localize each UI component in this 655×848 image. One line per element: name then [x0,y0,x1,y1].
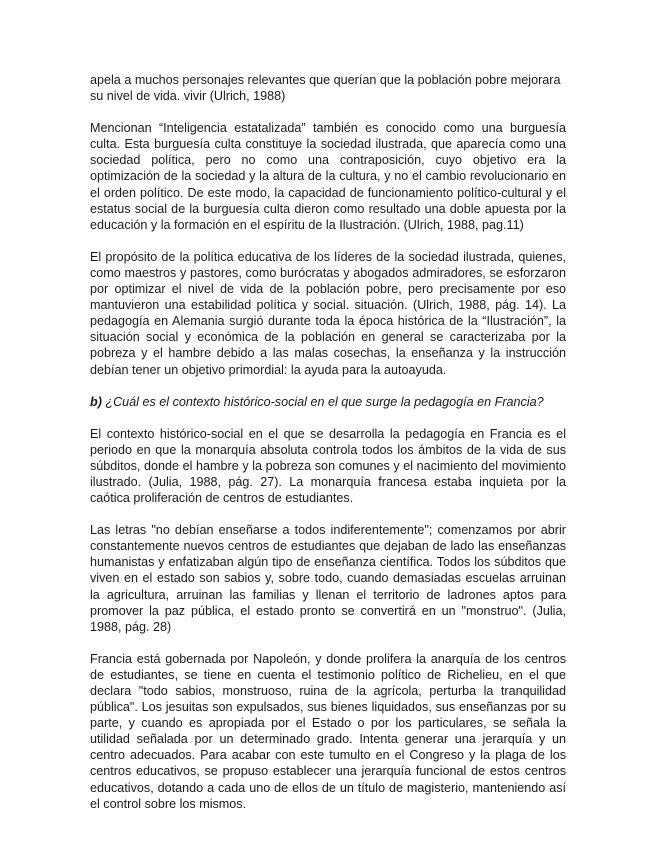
heading-label: b) [90,394,102,409]
paragraph-inteligencia-estatalizada: Mencionan “Inteligencia estatalizada” también es conocido como una burguesía culta. Esta burguesía culta constituye la sociedad ilustrada, que aparecía como una sociedad política, pero no como una contraposición, cuyo objetivo era la optimización de la sociedad y la altura de la cultura, y no el cambio revolucionario en el orden político. De este modo, la capacidad de funcionamiento político-cultural y el estatus social de la burguesía culta dieron como resultado una doble apuesta por la educación y la formación en el espíritu de la Ilustración. (Ulrich, 1988, pag.11) [90,121,566,232]
document-page [90,72,566,828]
paragraph-napoleon: Francia está gobernada por Napoleón, y donde prolifera la anarquía de los centros de estudiantes, se tiene en cuenta el testimonio político de Richelieu, en el que declara "todo sabios, monstruoso, ruina de la agrícola, perturba la tranquilidad pública". Los jesuitas son expulsados, sus bienes liquidados, sus enseñanzas por su parte, y cuando es apropiada por el Estado o por los particulares, se señala la utilidad señalada por un determinado grado. Intenta generar una jerarquía y un centro adecuados. Para acabar con este tumulto en el Congreso y la plaga de los centros educativos, se propuso establecer una jerarquía funcional de estos centros educativos, dotando a cada uno de ellos de un título de magisterio, manteniendo así el control sobre los mismos. [90,651,566,811]
heading-text: ¿Cuál es el contexto histórico-social en el que surge la pedagogía en Francia? [101,394,544,409]
paragraph-politica-educativa: El propósito de la política educativa de los líderes de la sociedad ilustrada, quienes, como maestros y pastores, como burócratas y abogados admiradores, se esforzaron por optimizar el nivel de vida de la población pobre, pero precisamente por eso mantuvieron una estabilidad política y social. situación. (Ulrich, 1988, pág. 14). La pedagogía en Alemania surgió durante toda la época histórica de la “Ilustración”, la situación social y económica de la población en general se caracterizaba por la pobreza y el hambre debido a las malas cosechas, la enseñanza y la instrucción debían tener un objetivo primordial: la ayuda para la autoayuda. [90,249,566,377]
section-heading-francia [90,394,566,410]
paragraph-contexto-francia: El contexto histórico-social en el que se desarrolla la pedagogía en Francia es el periodo en que la monarquía absoluta controla todos los ámbitos de la vida de sus súbditos, donde el hambre y la pobreza son comunes y el nacimiento del movimiento ilustrado. (Julia, 1988, pág. 27). La monarquía francesa estaba inquieta por la caótica proliferación de centros de estudiantes. [90,426,566,506]
paragraph-continuation: apela a muchos personajes relevantes que querían que la población pobre mejorara su nivel de vida. vivir (Ulrich, 1988) [90,73,561,104]
paragraph-las-letras: Las letras "no debían enseñarse a todos indiferentemente"; comenzamos por abrir constantemente nuevos centros de estudiantes que dejaban de lado las enseñanzas humanistas y enfatizaban algún tipo de enseñanza científica. Todos los súbditos que viven en el estado son sabios y, sobre todo, cuando demasiadas escuelas arruinan la agricultura, arruinan las familias y llenan el territorio de ladrones aptos para promover la paz pública, el estado pronto se convertirá en un "monstruo". (Julia, 1988, pág. 28) [90,523,566,634]
